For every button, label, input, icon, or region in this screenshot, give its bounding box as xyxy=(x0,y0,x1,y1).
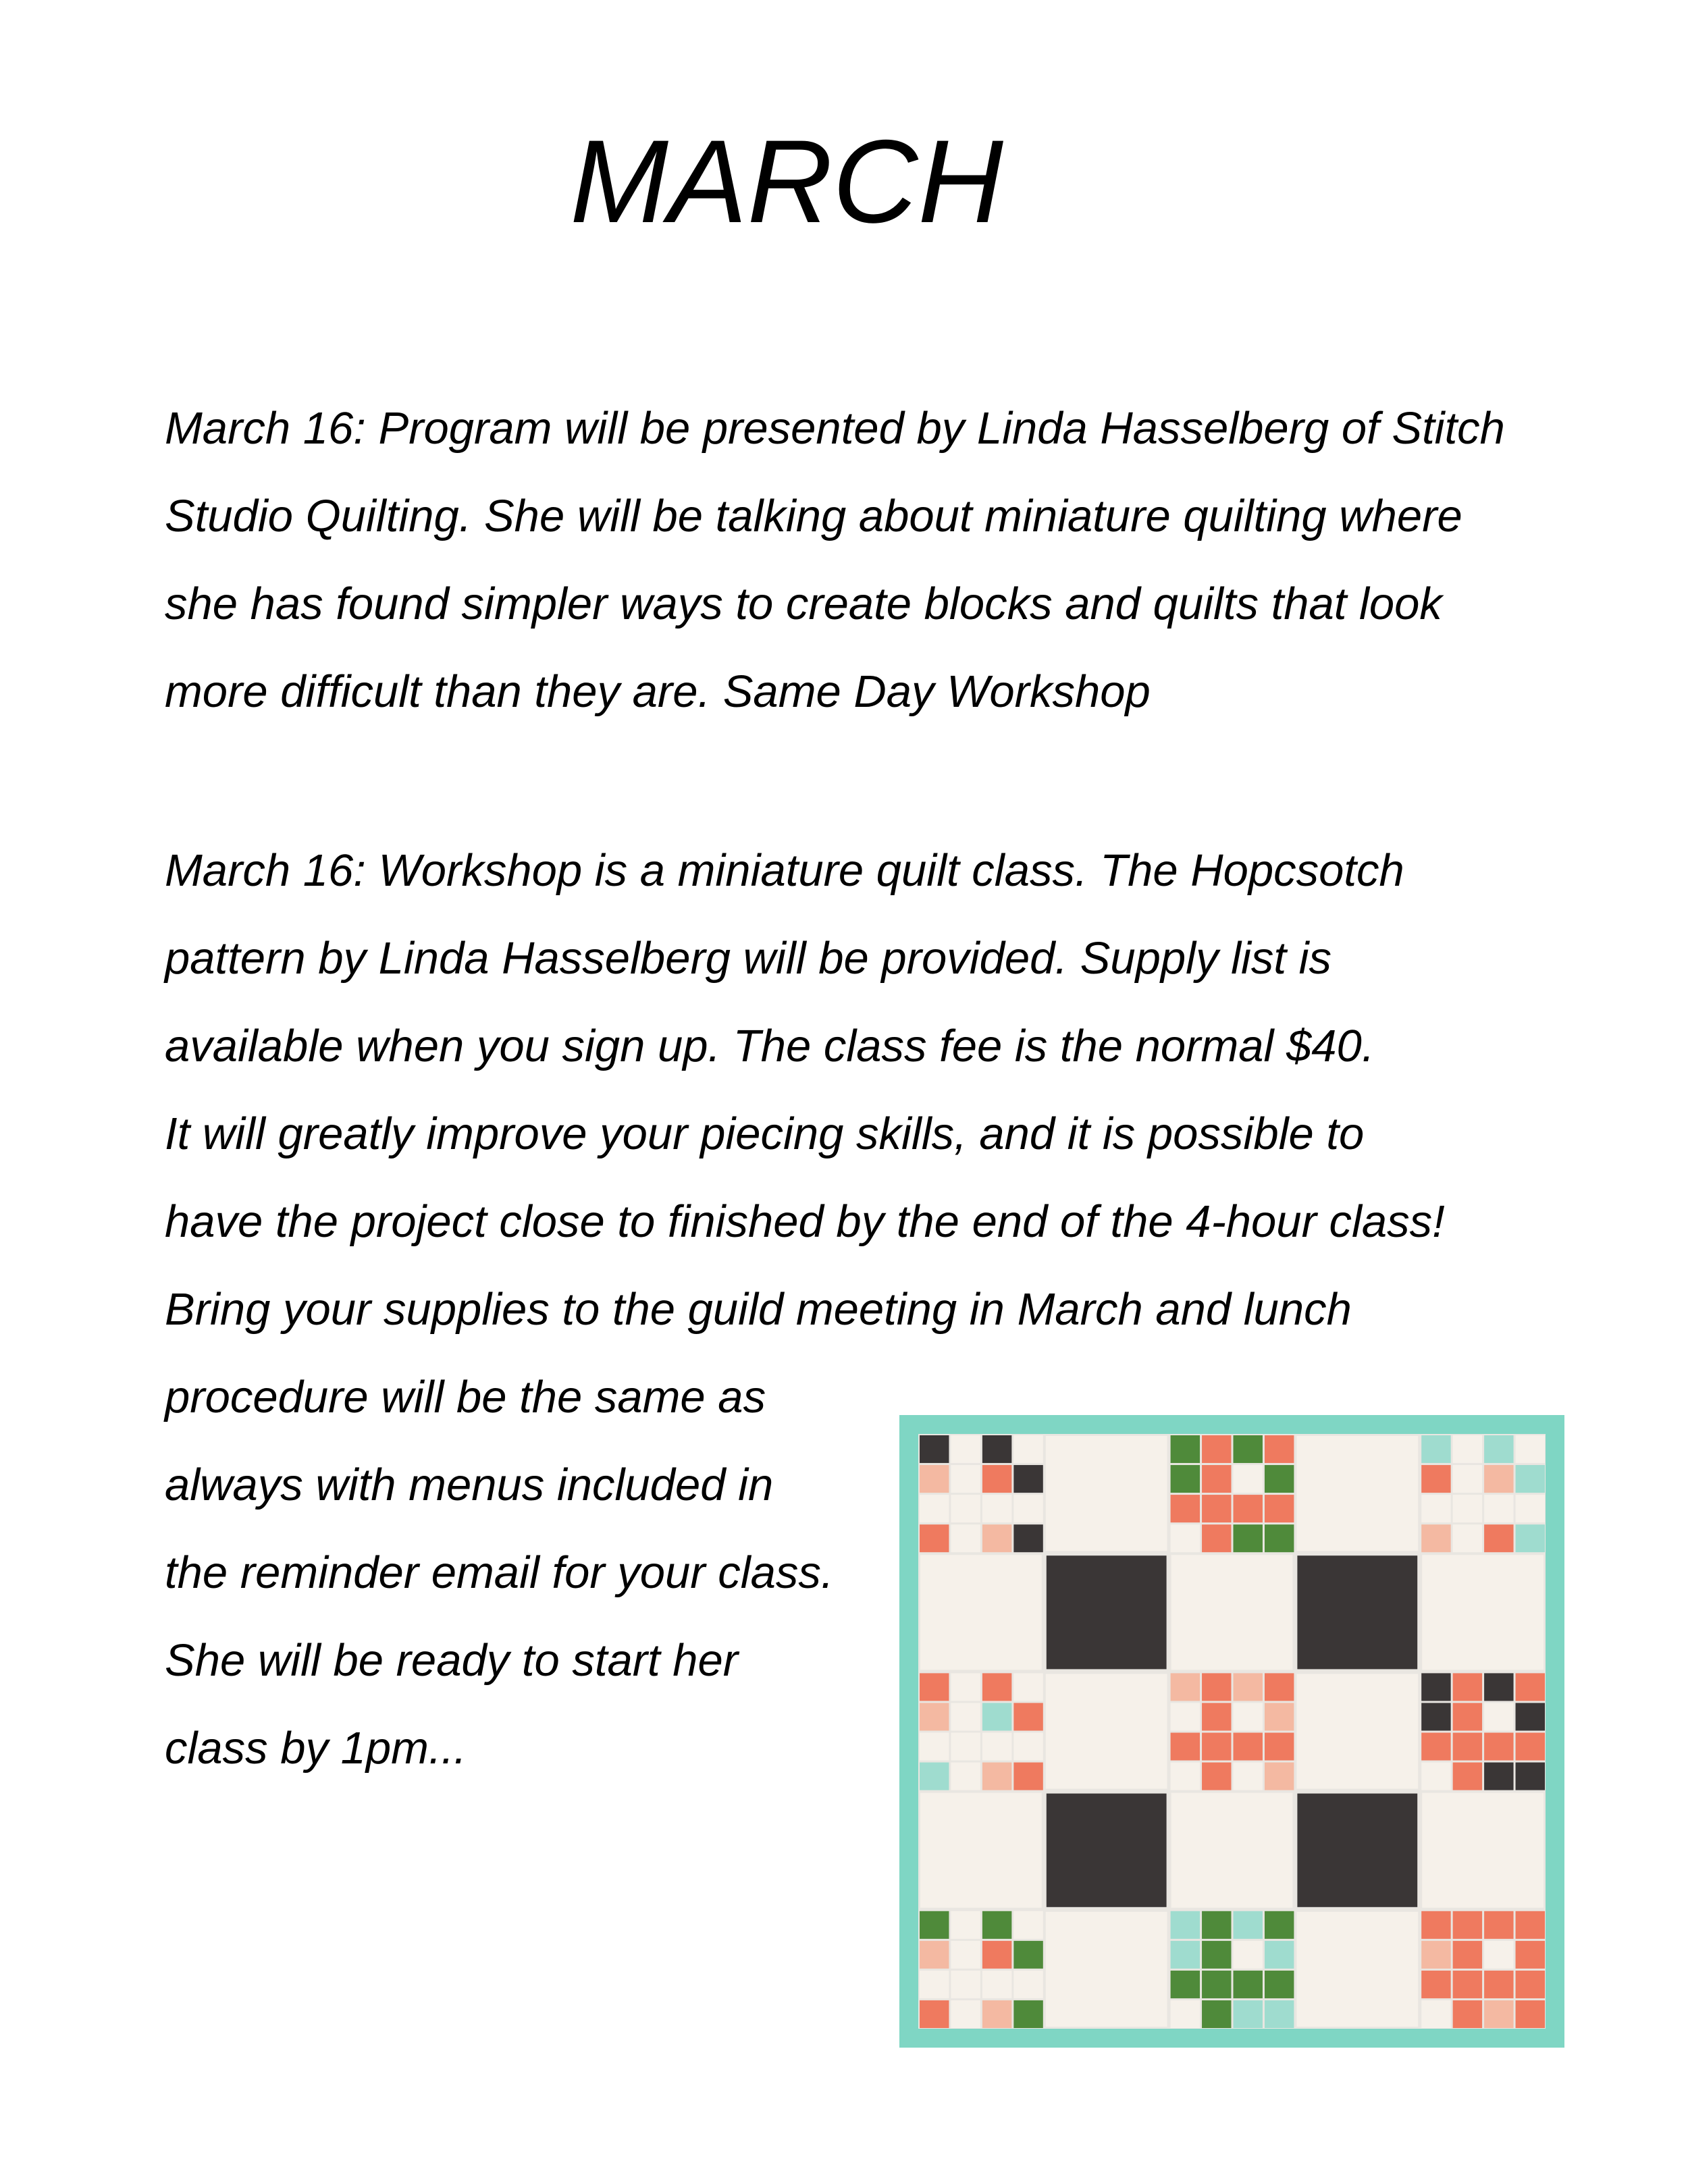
quilt-sashing xyxy=(1171,1793,1293,1908)
quilt-patch xyxy=(1234,1733,1263,1761)
quilt-patch xyxy=(1421,1524,1450,1552)
quilt-patch xyxy=(1453,1524,1482,1552)
quilt-patch xyxy=(1484,1435,1513,1463)
quilt-patch xyxy=(920,1495,949,1522)
quilt-patch xyxy=(1234,1971,1263,1998)
quilt-patch xyxy=(1265,1465,1294,1493)
quilt-patch xyxy=(1171,1495,1200,1522)
quilt-background xyxy=(918,1434,1546,2029)
quilt-patch xyxy=(1234,1763,1263,1790)
quilt-patch xyxy=(1453,2000,1482,2028)
quilt-patch xyxy=(982,1435,1011,1463)
quilt-sashing xyxy=(1046,1436,1167,1551)
quilt-patch xyxy=(982,1465,1011,1493)
text-line: She will be ready to start her xyxy=(165,1635,739,1686)
quilt-patch xyxy=(1171,1911,1200,1939)
quilt-patch xyxy=(982,1763,1011,1790)
quilt-patch xyxy=(1202,1435,1231,1463)
quilt-dark-square xyxy=(1297,1794,1417,1907)
quilt-patch xyxy=(1453,1971,1482,1998)
quilt-patch xyxy=(1265,1673,1294,1701)
quilt-patch xyxy=(1265,1911,1294,1939)
quilt-patch xyxy=(951,1524,980,1552)
quilt-patch xyxy=(1421,1673,1450,1701)
quilt-patch xyxy=(1202,1763,1231,1790)
quilt-patch xyxy=(1265,2000,1294,2028)
quilt-dark-square xyxy=(1297,1555,1417,1669)
quilt-patch xyxy=(1013,2000,1043,2028)
quilt-patch xyxy=(951,1763,980,1790)
quilt-patch xyxy=(982,1911,1011,1939)
quilt-patch xyxy=(1234,1465,1263,1493)
quilt-patch xyxy=(1202,1465,1231,1493)
quilt-patch xyxy=(1516,1763,1545,1790)
text-line: more difficult than they are. Same Day Workshop xyxy=(165,666,1151,717)
quilt-patch xyxy=(1516,2000,1545,2028)
quilt-patch xyxy=(1171,1703,1200,1730)
quilt-sashing xyxy=(1296,1436,1418,1551)
quilt-patch xyxy=(1484,1763,1513,1790)
text-line: class by 1pm... xyxy=(165,1723,467,1774)
text-line: pattern by Linda Hasselberg will be provided. Supply list is xyxy=(165,933,1332,984)
quilt-patch xyxy=(951,1495,980,1522)
quilt-patch xyxy=(1516,1524,1545,1552)
quilt-patch xyxy=(1234,1435,1263,1463)
quilt-patch xyxy=(1484,1971,1513,1998)
quilt-patch xyxy=(1202,1911,1231,1939)
quilt-patch xyxy=(982,1941,1011,1969)
quilt-patch xyxy=(1516,1495,1545,1522)
quilt-patch xyxy=(1202,1495,1231,1522)
quilt-patch xyxy=(1516,1971,1545,1998)
quilt-patch xyxy=(982,1673,1011,1701)
quilt-patch xyxy=(1484,1733,1513,1761)
quilt-patch xyxy=(951,1673,980,1701)
quilt-patch xyxy=(1265,1763,1294,1790)
quilt-patch xyxy=(1013,1941,1043,1969)
quilt-patch xyxy=(1234,2000,1263,2028)
quilt-patch xyxy=(1202,1524,1231,1552)
quilt-patch xyxy=(920,1435,949,1463)
quilt-illustration xyxy=(899,1415,1564,2048)
quilt-patch xyxy=(920,1941,949,1969)
text-line: It will greatly improve your piecing skills, and it is possible to xyxy=(165,1109,1365,1159)
quilt-patch xyxy=(1421,1941,1450,1969)
text-line: have the project close to finished by the end of the 4-hour class! xyxy=(165,1196,1445,1247)
quilt-patch xyxy=(1171,1733,1200,1761)
quilt-patch xyxy=(951,1971,980,1998)
quilt-patch xyxy=(1013,1673,1043,1701)
quilt-patch xyxy=(982,2000,1011,2028)
quilt-photo xyxy=(899,1415,1564,2048)
quilt-patch xyxy=(1202,1733,1231,1761)
page-title: MARCH xyxy=(570,116,1003,248)
quilt-patch xyxy=(1171,1763,1200,1790)
quilt-patch xyxy=(1265,1435,1294,1463)
quilt-patch xyxy=(1453,1911,1482,1939)
quilt-patch xyxy=(1421,1465,1450,1493)
quilt-patch xyxy=(920,1673,949,1701)
quilt-sashing xyxy=(1046,1912,1167,2027)
quilt-patch xyxy=(1421,1971,1450,1998)
quilt-patch xyxy=(982,1971,1011,1998)
quilt-patch xyxy=(1453,1435,1482,1463)
quilt-patch xyxy=(920,1971,949,1998)
quilt-patch xyxy=(1516,1911,1545,1939)
quilt-sashing xyxy=(1046,1674,1167,1788)
quilt-patch xyxy=(1202,1971,1231,1998)
quilt-sashing xyxy=(1422,1555,1544,1670)
quilt-patch xyxy=(1013,1524,1043,1552)
quilt-patch xyxy=(1171,1524,1200,1552)
quilt-patch xyxy=(1453,1941,1482,1969)
quilt-patch xyxy=(1202,1673,1231,1701)
quilt-patch xyxy=(1453,1673,1482,1701)
quilt-patch xyxy=(1516,1673,1545,1701)
text-line: always with menus included in xyxy=(165,1460,774,1510)
quilt-patch xyxy=(920,1465,949,1493)
quilt-patch xyxy=(920,1524,949,1552)
text-line: the reminder email for your class. xyxy=(165,1547,834,1598)
quilt-sashing xyxy=(1296,1912,1418,2027)
quilt-sashing xyxy=(920,1555,1042,1670)
quilt-patch xyxy=(1516,1465,1545,1493)
quilt-patch xyxy=(1013,1763,1043,1790)
quilt-patch xyxy=(1202,2000,1231,2028)
quilt-patch xyxy=(1202,1703,1231,1730)
quilt-patch xyxy=(1516,1435,1545,1463)
quilt-patch xyxy=(920,2000,949,2028)
quilt-patch xyxy=(1265,1971,1294,1998)
quilt-patch xyxy=(1171,1971,1200,1998)
quilt-patch xyxy=(1171,1435,1200,1463)
quilt-patch xyxy=(1013,1733,1043,1761)
quilt-patch xyxy=(1421,1763,1450,1790)
quilt-patch xyxy=(1484,2000,1513,2028)
quilt-patch xyxy=(1265,1703,1294,1730)
quilt-patch xyxy=(1234,1524,1263,1552)
quilt-patch xyxy=(1516,1733,1545,1761)
text-line: March 16: Program will be presented by Linda Hasselberg of Stitch xyxy=(165,403,1505,454)
quilt-patch xyxy=(1013,1911,1043,1939)
quilt-patch xyxy=(1453,1763,1482,1790)
quilt-patch xyxy=(951,1703,980,1730)
quilt-patch xyxy=(1013,1703,1043,1730)
quilt-patch xyxy=(1484,1524,1513,1552)
quilt-patch xyxy=(1265,1733,1294,1761)
quilt-patch xyxy=(1234,1673,1263,1701)
quilt-patch xyxy=(1013,1435,1043,1463)
quilt-patch xyxy=(982,1524,1011,1552)
quilt-patch xyxy=(1484,1703,1513,1730)
text-line: Studio Quilting. She will be talking about miniature quilting where xyxy=(165,491,1462,541)
quilt-patch xyxy=(951,1911,980,1939)
quilt-patch xyxy=(1171,1673,1200,1701)
quilt-patch xyxy=(1265,1524,1294,1552)
quilt-patch xyxy=(920,1911,949,1939)
quilt-patch xyxy=(1516,1941,1545,1969)
quilt-patch xyxy=(1202,1941,1231,1969)
quilt-dark-square xyxy=(1047,1794,1167,1907)
quilt-patch xyxy=(1421,1733,1450,1761)
quilt-sashing xyxy=(1422,1793,1544,1908)
quilt-patch xyxy=(920,1733,949,1761)
quilt-patch xyxy=(951,1733,980,1761)
quilt-patch xyxy=(1453,1495,1482,1522)
quilt-patch xyxy=(1516,1703,1545,1730)
text-line: Bring your supplies to the guild meeting in March and lunch xyxy=(165,1284,1352,1335)
text-line: available when you sign up. The class fee is the normal $40. xyxy=(165,1021,1375,1071)
quilt-patch xyxy=(951,2000,980,2028)
quilt-patch xyxy=(920,1703,949,1730)
quilt-patch xyxy=(951,1941,980,1969)
quilt-sashing xyxy=(920,1793,1042,1908)
quilt-patch xyxy=(982,1495,1011,1522)
quilt-patch xyxy=(951,1465,980,1493)
quilt-sashing xyxy=(1296,1674,1418,1788)
quilt-patch xyxy=(1453,1703,1482,1730)
quilt-patch xyxy=(1234,1941,1263,1969)
quilt-patch xyxy=(1484,1673,1513,1701)
quilt-patch xyxy=(951,1435,980,1463)
quilt-patch xyxy=(1234,1911,1263,1939)
quilt-patch xyxy=(1484,1465,1513,1493)
quilt-patch xyxy=(1171,1941,1200,1969)
quilt-sashing xyxy=(1171,1555,1293,1670)
quilt-patch xyxy=(1265,1495,1294,1522)
quilt-patch xyxy=(1265,1941,1294,1969)
quilt-patch xyxy=(1234,1703,1263,1730)
text-line: March 16: Workshop is a miniature quilt class. The Hopcsotch xyxy=(165,845,1404,896)
quilt-patch xyxy=(1421,1703,1450,1730)
text-line: procedure will be the same as xyxy=(165,1372,766,1422)
quilt-patch xyxy=(1421,1911,1450,1939)
quilt-patch xyxy=(1171,2000,1200,2028)
quilt-patch xyxy=(1013,1495,1043,1522)
quilt-patch xyxy=(1421,1495,1450,1522)
quilt-patch xyxy=(920,1763,949,1790)
quilt-patch xyxy=(1421,1435,1450,1463)
quilt-patch xyxy=(1484,1911,1513,1939)
quilt-patch xyxy=(982,1703,1011,1730)
quilt-patch xyxy=(1484,1941,1513,1969)
text-line: she has found simpler ways to create blocks and quilts that look xyxy=(165,579,1442,629)
quilt-patch xyxy=(1013,1971,1043,1998)
quilt-patch xyxy=(1453,1465,1482,1493)
quilt-patch xyxy=(1421,2000,1450,2028)
quilt-patch xyxy=(1453,1733,1482,1761)
quilt-patch xyxy=(982,1733,1011,1761)
quilt-patch xyxy=(1013,1465,1043,1493)
quilt-dark-square xyxy=(1047,1555,1167,1669)
quilt-patch xyxy=(1484,1495,1513,1522)
quilt-patch xyxy=(1171,1465,1200,1493)
quilt-patch xyxy=(1234,1495,1263,1522)
